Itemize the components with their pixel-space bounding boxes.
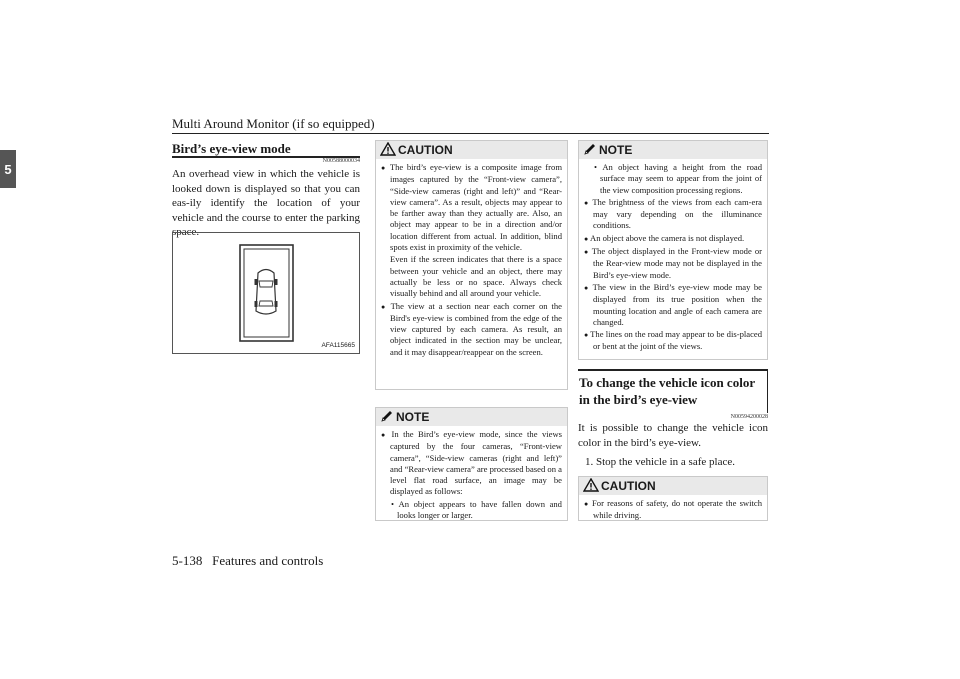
caution-continuation: Even if the screen indicates that there is a space between your vehicle and an object, there may actually be less or no space. Always check visually behind and all around your vehicle. [390,254,562,299]
note-item: ● An object above the camera is not displayed. [584,233,762,245]
step-1: 1. Stop the vehicle in a safe place. [585,456,735,468]
note-item: ● The lines on the road may appear to be dis-placed or bent at the joint of the views. [584,329,762,353]
note-sub-item: • An object having a height from the road surface may seem to appear from the joint of the view composition processing regions. [584,162,762,196]
caution-item: ● The view at a section near each corner on the Bird's eye-view is combined from the edge of the view captured by each camera. As result, an object indicated in the section may be unclear, and it may disappear/reappear on the screen. [381,301,562,358]
warning-icon [380,142,396,159]
birds-eye-figure [172,232,360,354]
caution-item: ● The bird’s eye-view is a composite image from images captured by the “Front-view camera”, “Side-view cameras (right and left)” and “Rear-view camera”. As a result, objects may appear to be farther away than they actually are. Also, an object may appear to be in a direction and/or location different from actual. In addition, blind spots exist in proximity of the vehicle. [381,162,562,253]
note-title: NOTE [599,143,633,157]
caution-title: CAUTION [601,479,656,493]
note-item: ● In the Bird’s eye-view mode, since the views captured by the four cameras, “Front-view camera”, “Side-view cameras (right and left)” and “Rear-view camera” are processed based on a level flat road surface, an image may be displayed as follows: [381,429,562,498]
caution-box-1 [375,140,568,390]
section-heading-change-color: To change the vehicle icon color in the bird’s eye-view [579,375,755,407]
header-rule [172,133,769,134]
footer-section: Features and controls [212,553,324,568]
note-header [579,141,767,159]
note-item: ● The view in the Bird’s eye-view mode may be displayed from its true position when the mounting location and angle of each camera are changed. [584,282,762,328]
note-title: NOTE [396,410,430,424]
caution-item: ● For reasons of safety, do not operate the switch while driving. [584,498,762,522]
doc-id: N00588000034 [322,158,360,164]
page-footer [172,553,323,569]
caution-box-2 [578,476,768,521]
note-sub-item: • An object appears to have fallen down and looks longer or larger. [381,499,562,522]
caution-header [376,141,567,159]
note-box-1 [375,407,568,521]
change-color-paragraph: It is possible to change the vehicle icon color in the bird’s eye-view. [578,422,768,449]
intro-paragraph: An overhead view in which the vehicle is looked down is displayed so that you can eas-ily identify the location of your vehicle and the course to enter the parking space. [172,168,360,239]
running-header: Multi Around Monitor (if so equipped) [172,116,375,131]
note-header [376,408,567,426]
section-heading-birds-eye: Bird’s eye-view mode [172,141,291,156]
note-item: ● The object displayed in the Front-view mode or the Rear-view mode may not be displayed in the Bird’s eye-view mode. [584,246,762,281]
caution-title: CAUTION [398,143,453,157]
caution-header [579,477,767,495]
section-heading-box [578,369,768,413]
doc-id: N00594200028 [730,414,768,420]
chapter-tab: 5 [0,150,16,188]
note-item: ● The brightness of the views from each cam-era may vary depending on the illuminance conditions. [584,197,762,232]
page-number: 5-138 [172,553,203,568]
note-icon [380,409,394,426]
figure-label: AFA115665 [321,342,355,349]
vehicle-icon [173,233,359,353]
note-box-2 [578,140,768,360]
warning-icon [583,478,599,495]
note-icon [583,142,597,159]
